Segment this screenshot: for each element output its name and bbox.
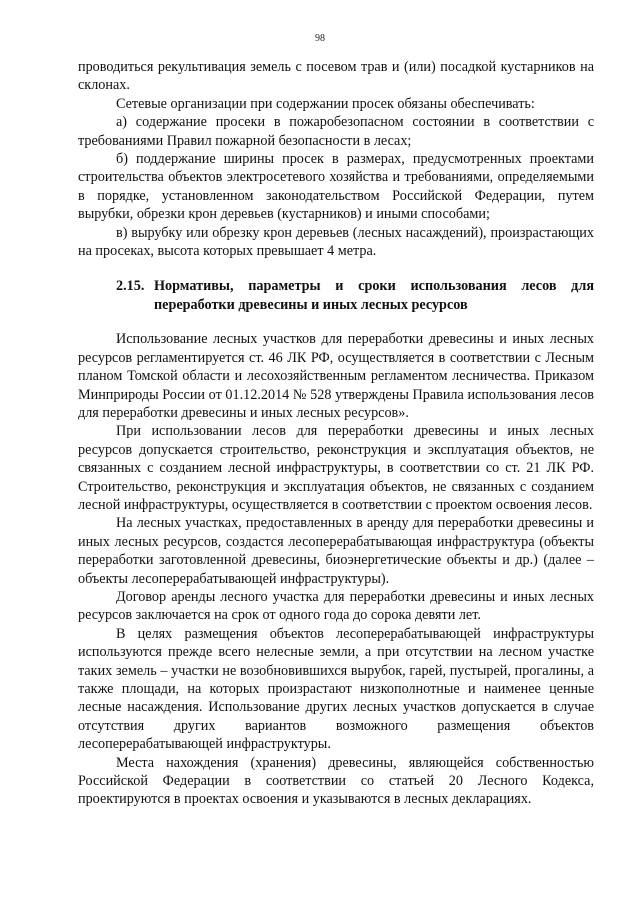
paragraph: Договор аренды лесного участка для переработки древесины и иных лесных ресурсов заключается на срок от одного года до сорока девяти лет. [78, 588, 594, 624]
paragraph: При использовании лесов для переработки древесины и иных лесных ресурсов допускается строительство, реконструкция и эксплуатация объектов, не связанных с созданием лесной инфраструктуры, в соответствии со ст. 21 ЛК РФ. Строительство, реконструкция и эксплуатация объектов, не связанных с созданием лесной инфраструктуры, осуществляется в соответствии с проектом освоения лесов. [78, 423, 594, 513]
section-heading [78, 277, 594, 314]
paragraph: а) содержание просеки в пожаробезопасном состоянии в соответствии с требованиями Правил пожарной безопасности в лесах; [78, 114, 594, 149]
paragraph: Сетевые организации при содержании просек обязаны обеспечивать: [116, 95, 535, 112]
page-number: 98 [315, 33, 325, 44]
paragraph: проводиться рекультивация земель с посевом трав и (или) посадкой кустарников на склонах. [78, 59, 594, 94]
paragraph: в) вырубку или обрезку крон деревьев (лесных насаждений), произрастающих на просеках, высота которых превышает 4 метра. [78, 224, 594, 260]
paragraph: б) поддержание ширины просек в размерах, предусмотренных проектами строительства объектов электросетевого хозяйства и требованиями, определяемыми в порядке, установленном законодательством Российской Федерации, путем вырубки, обрезки крон деревьев (кустарников) и иными способами; [78, 151, 594, 223]
section-number: 2.15. [116, 278, 145, 295]
paragraph: На лесных участках, предоставленных в аренду для переработки древесины и иных лесных ресурсов, создастся лесоперерабатывающая инфраструктура (объекты переработки заготовленной древесины, биоэнергетические объекты и др.) (далее – объекты лесоперерабатывающей инфраструктуры). [78, 515, 594, 587]
page-body [78, 58, 594, 809]
section-title: Нормативы, параметры и сроки использования лесов для переработки древесины и иных лесных ресурсов [154, 278, 594, 313]
paragraph: Использование лесных участков для переработки древесины и иных лесных ресурсов регламентируется ст. 46 ЛК РФ, осуществляется в соответствии с Лесным планом Томской области и лесохозяйственным регламентом лесничества. Приказом Минприроды России от 01.12.2014 № 528 утверждены Правила использования лесов для переработки древесины и иных лесных ресурсов». [78, 331, 594, 421]
paragraph: В целях размещения объектов лесоперерабатывающей инфраструктуры используются прежде всего нелесные земли, а при отсутствии на лесном участке таких земель – участки не возобновившихся вырубок, гарей, пустырей, прогалины, а также площади, на которых произрастают низкополнотные и наименее ценные лесные насаждения. Использование других лесных участков допускается в случае отсутствия других вариантов возможного размещения объектов лесоперерабатывающей инфраструктуры. [78, 625, 594, 753]
paragraph: Места нахождения (хранения) древесины, являющейся собственностью Российской Федерации в соответствии со статьей 20 Лесного Кодекса, проектируются в проектах освоения и указываются в лесных декларациях. [78, 754, 594, 808]
